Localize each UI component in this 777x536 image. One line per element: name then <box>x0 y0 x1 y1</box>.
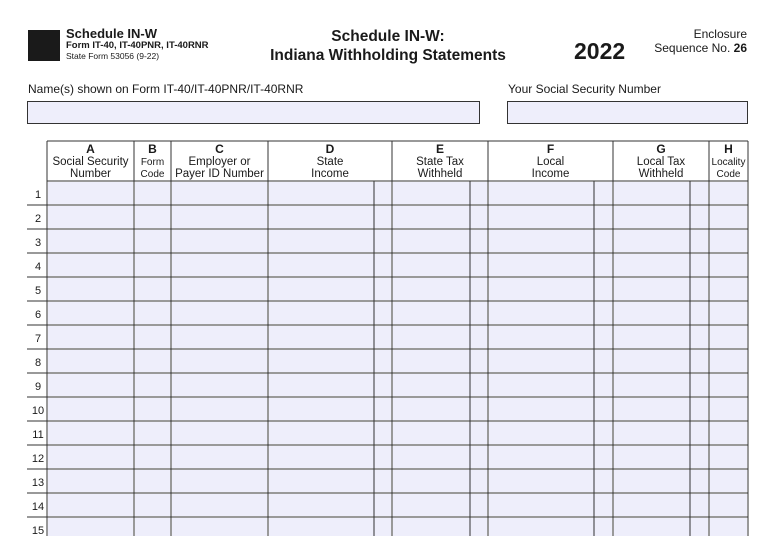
column-letter-h: H <box>724 142 733 156</box>
row-number: 10 <box>31 405 45 417</box>
cell-c-12[interactable] <box>172 446 267 468</box>
cell-b-11[interactable] <box>135 422 170 444</box>
column-header-h: Locality <box>711 157 746 168</box>
cell-h-6[interactable] <box>710 302 747 324</box>
cell-c-9[interactable] <box>172 374 267 396</box>
column-header-d: Income <box>311 168 349 180</box>
cell-a-7[interactable] <box>48 326 133 348</box>
row-number: 13 <box>31 477 45 489</box>
cell-a-9[interactable] <box>48 374 133 396</box>
column-letter-d: D <box>325 142 335 156</box>
cell-e-3[interactable] <box>393 230 487 252</box>
cell-a-12[interactable] <box>48 446 133 468</box>
row-number: 11 <box>32 429 44 441</box>
cell-d-5[interactable] <box>269 278 391 300</box>
cell-g-10[interactable] <box>614 398 708 420</box>
schedule-title: Schedule IN-W <box>66 26 158 41</box>
cell-h-12[interactable] <box>710 446 747 468</box>
cell-e-11[interactable] <box>393 422 487 444</box>
cell-g-1[interactable] <box>614 182 708 204</box>
cell-e-6[interactable] <box>393 302 487 324</box>
cell-e-5[interactable] <box>393 278 487 300</box>
cell-g-2[interactable] <box>614 206 708 228</box>
column-header-b: Code <box>140 169 165 180</box>
cell-c-3[interactable] <box>172 230 267 252</box>
column-letter-c: C <box>215 142 224 156</box>
cell-a-11[interactable] <box>48 422 133 444</box>
cell-a-4[interactable] <box>48 254 133 276</box>
column-header-a: Social Security <box>52 156 129 168</box>
cell-d-7[interactable] <box>269 326 391 348</box>
cell-d-9[interactable] <box>269 374 391 396</box>
cell-e-13[interactable] <box>393 470 487 492</box>
cell-e-14[interactable] <box>393 494 487 516</box>
cell-b-12[interactable] <box>135 446 170 468</box>
cell-g-5[interactable] <box>614 278 708 300</box>
cell-g-11[interactable] <box>614 422 708 444</box>
column-letter-a: A <box>86 142 95 156</box>
cell-b-1[interactable] <box>135 182 170 204</box>
cell-b-8[interactable] <box>135 350 170 372</box>
cell-a-10[interactable] <box>48 398 133 420</box>
tax-year: 2022 <box>574 38 626 64</box>
cell-d-14[interactable] <box>269 494 391 516</box>
cell-c-15[interactable] <box>172 518 267 536</box>
cell-c-6[interactable] <box>172 302 267 324</box>
cell-b-7[interactable] <box>135 326 170 348</box>
cell-d-2[interactable] <box>269 206 391 228</box>
cell-g-9[interactable] <box>614 374 708 396</box>
form-list: Form IT-40, IT-40PNR, IT-40RNR <box>66 40 209 51</box>
cell-c-10[interactable] <box>172 398 267 420</box>
cell-b-15[interactable] <box>135 518 170 536</box>
cell-a-5[interactable] <box>48 278 133 300</box>
cell-d-10[interactable] <box>269 398 391 420</box>
cell-a-8[interactable] <box>48 350 133 372</box>
column-header-e: State Tax <box>416 156 464 168</box>
column-header-c: Payer ID Number <box>175 168 264 180</box>
cell-h-14[interactable] <box>710 494 747 516</box>
state-form-number: State Form 53056 (9-22) <box>66 51 160 61</box>
column-letter-f: F <box>546 142 555 156</box>
cell-e-10[interactable] <box>393 398 487 420</box>
row-number: 12 <box>31 453 45 465</box>
cell-d-11[interactable] <box>269 422 391 444</box>
cell-d-3[interactable] <box>269 230 391 252</box>
row-number: 4 <box>34 261 42 273</box>
cell-h-7[interactable] <box>710 326 747 348</box>
cell-a-3[interactable] <box>48 230 133 252</box>
column-letter-b: B <box>148 142 157 156</box>
cell-h-2[interactable] <box>710 206 747 228</box>
cell-h-3[interactable] <box>710 230 747 252</box>
row-number: 2 <box>34 213 42 225</box>
cell-g-15[interactable] <box>614 518 708 536</box>
cell-b-2[interactable] <box>135 206 170 228</box>
page-title-line1: Schedule IN-W: <box>331 28 445 45</box>
row-number: 8 <box>34 357 42 369</box>
column-header-f: Income <box>531 168 570 180</box>
cell-a-2[interactable] <box>48 206 133 228</box>
name-label: Name(s) shown on Form IT-40/IT-40PNR/IT-40RNR <box>28 82 304 96</box>
ssn-label: Your Social Security Number <box>508 82 661 96</box>
cell-g-13[interactable] <box>614 470 708 492</box>
column-header-d: State <box>316 156 344 168</box>
cell-d-15[interactable] <box>269 518 391 536</box>
cell-g-7[interactable] <box>614 326 708 348</box>
cell-h-8[interactable] <box>710 350 747 372</box>
cell-c-7[interactable] <box>172 326 267 348</box>
cell-a-13[interactable] <box>48 470 133 492</box>
column-header-g: Local Tax <box>636 156 686 168</box>
cell-g-3[interactable] <box>614 230 708 252</box>
cell-d-6[interactable] <box>269 302 391 324</box>
column-header-b: Form <box>140 157 165 168</box>
cell-c-4[interactable] <box>172 254 267 276</box>
cell-b-10[interactable] <box>135 398 170 420</box>
cell-c-11[interactable] <box>172 422 267 444</box>
enclosure-label: Enclosure <box>693 27 747 41</box>
cell-e-4[interactable] <box>393 254 487 276</box>
row-number: 14 <box>31 501 45 513</box>
cell-h-15[interactable] <box>710 518 747 536</box>
cell-h-4[interactable] <box>710 254 747 276</box>
column-header-g: Withheld <box>638 168 684 180</box>
cell-h-5[interactable] <box>710 278 747 300</box>
page-title-line2: Indiana Withholding Statements <box>270 47 506 64</box>
column-header-a: Number <box>70 168 111 180</box>
cell-e-7[interactable] <box>393 326 487 348</box>
cell-e-12[interactable] <box>393 446 487 468</box>
column-header-f: Local <box>536 156 565 168</box>
column-header-e: Withheld <box>417 168 463 180</box>
column-header-c: Employer or <box>188 156 251 168</box>
cell-b-14[interactable] <box>135 494 170 516</box>
cell-b-13[interactable] <box>135 470 170 492</box>
sequence-label: Sequence No. <box>654 41 731 55</box>
column-letter-e: E <box>435 142 445 156</box>
cell-c-13[interactable] <box>172 470 267 492</box>
cell-d-4[interactable] <box>269 254 391 276</box>
cell-h-1[interactable] <box>710 182 747 204</box>
cell-d-12[interactable] <box>269 446 391 468</box>
cell-c-5[interactable] <box>172 278 267 300</box>
cell-b-3[interactable] <box>135 230 170 252</box>
cell-e-9[interactable] <box>393 374 487 396</box>
cell-e-15[interactable] <box>393 518 487 536</box>
cell-h-13[interactable] <box>710 470 747 492</box>
row-number: 9 <box>34 381 42 393</box>
cell-c-1[interactable] <box>172 182 267 204</box>
cell-c-8[interactable] <box>172 350 267 372</box>
cell-g-4[interactable] <box>614 254 708 276</box>
cell-h-10[interactable] <box>710 398 747 420</box>
cell-a-15[interactable] <box>48 518 133 536</box>
row-number: 7 <box>34 333 42 345</box>
column-header-h: Code <box>716 169 741 180</box>
column-letter-g: G <box>656 142 666 156</box>
row-number: 3 <box>34 237 42 249</box>
cell-d-1[interactable] <box>269 182 391 204</box>
row-number: 6 <box>34 309 42 321</box>
row-number: 1 <box>34 189 42 201</box>
row-number: 15 <box>31 525 45 536</box>
cell-g-6[interactable] <box>614 302 708 324</box>
cell-a-6[interactable] <box>48 302 133 324</box>
cell-d-8[interactable] <box>269 350 391 372</box>
cell-h-9[interactable] <box>710 374 747 396</box>
sequence-number: 26 <box>733 41 747 55</box>
row-number: 5 <box>34 285 42 297</box>
cell-d-13[interactable] <box>269 470 391 492</box>
cell-b-6[interactable] <box>135 302 170 324</box>
cell-g-8[interactable] <box>614 350 708 372</box>
cell-h-11[interactable] <box>710 422 747 444</box>
cell-c-14[interactable] <box>172 494 267 516</box>
cell-a-14[interactable] <box>48 494 133 516</box>
cell-g-14[interactable] <box>614 494 708 516</box>
cell-g-12[interactable] <box>614 446 708 468</box>
cell-a-1[interactable] <box>48 182 133 204</box>
cell-b-4[interactable] <box>135 254 170 276</box>
cell-e-8[interactable] <box>393 350 487 372</box>
cell-e-1[interactable] <box>393 182 487 204</box>
cell-b-5[interactable] <box>135 278 170 300</box>
cell-e-2[interactable] <box>393 206 487 228</box>
cell-c-2[interactable] <box>172 206 267 228</box>
cell-b-9[interactable] <box>135 374 170 396</box>
